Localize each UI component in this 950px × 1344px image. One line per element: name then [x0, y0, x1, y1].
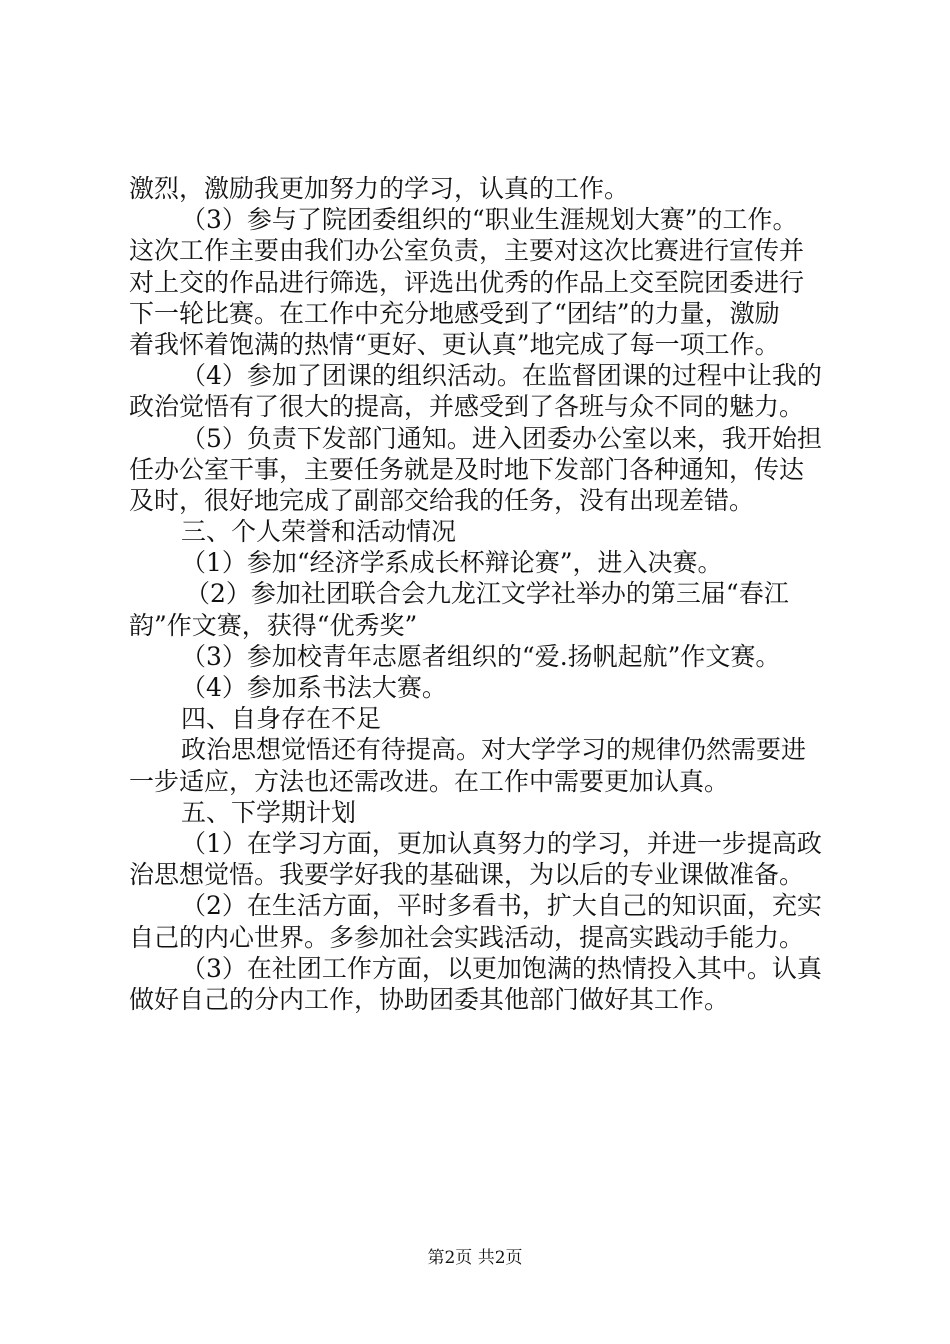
text-line: 这次工作主要由我们办公室负责，主要对这次比赛进行宣传并 [129, 236, 805, 266]
text-line: 韵”作文赛，获得“优秀奖” [129, 610, 418, 640]
text-line: 一步适应，方法也还需改进。在工作中需要更加认真。 [129, 766, 730, 796]
text-line: 及时，很好地完成了副部交给我的任务，没有出现差错。 [129, 485, 755, 515]
body-text [129, 173, 829, 1015]
text-line: （2）在生活方面，平时多看书，扩大自己的知识面，充实 [181, 891, 822, 921]
text-line: （2）参加社团联合会九龙江文学社举办的第三届“春江 [185, 579, 789, 609]
text-line: （4）参加系书法大赛。 [181, 673, 447, 702]
text-line: （1）在学习方面，更加认真努力的学习，并进一步提高政 [181, 828, 822, 858]
text-line: 对上交的作品进行筛选，评选出优秀的作品上交至院团委进行 [129, 267, 805, 297]
text-line: （4）参加了团课的组织活动。在监督团课的过程中让我的 [181, 361, 822, 391]
section-heading: 五、下学期计划 [181, 797, 357, 827]
text-line: 着我怀着饱满的热情“更好、更认真”地完成了每一项工作。 [129, 329, 780, 359]
text-line: 政治觉悟有了很大的提高，并感受到了各班与众不同的魅力。 [129, 392, 805, 422]
text-line: （3）在社团工作方面，以更加饱满的热情投入其中。认真 [181, 953, 822, 983]
text-line: （1）参加“经济学系成长杯辩论赛”，进入决赛。 [181, 548, 723, 578]
text-line: 自己的内心世界。多参加社会实践活动，提高实践动手能力。 [129, 922, 805, 952]
text-line: （5）负责下发部门通知。进入团委办公室以来，我开始担 [181, 423, 822, 453]
text-line: 做好自己的分内工作，协助团委其他部门做好其工作。 [129, 984, 730, 1014]
text-line: 下一轮比赛。在工作中充分地感受到了“团结”的力量，激励 [129, 298, 780, 328]
text-line: （3）参加校青年志愿者组织的“爱.扬帆起航”作文赛。 [181, 641, 781, 671]
text-line: 治思想觉悟。我要学好我的基础课，为以后的专业课做准备。 [129, 860, 805, 890]
page-number-footer: 第2页 共2页 [427, 1248, 523, 1268]
section-heading: 四、自身存在不足 [181, 704, 382, 734]
section-heading: 三、个人荣誉和活动情况 [181, 517, 457, 547]
text-line: （3）参与了院团委组织的“职业生涯规划大赛”的工作。 [181, 205, 798, 235]
text-line: 任办公室干事，主要任务就是及时地下发部门各种通知，传达 [129, 454, 805, 484]
text-line: 政治思想觉悟还有待提高。对大学学习的规律仍然需要进 [181, 735, 807, 765]
text-line: 激烈，激励我更加努力的学习，认真的工作。 [129, 174, 630, 203]
